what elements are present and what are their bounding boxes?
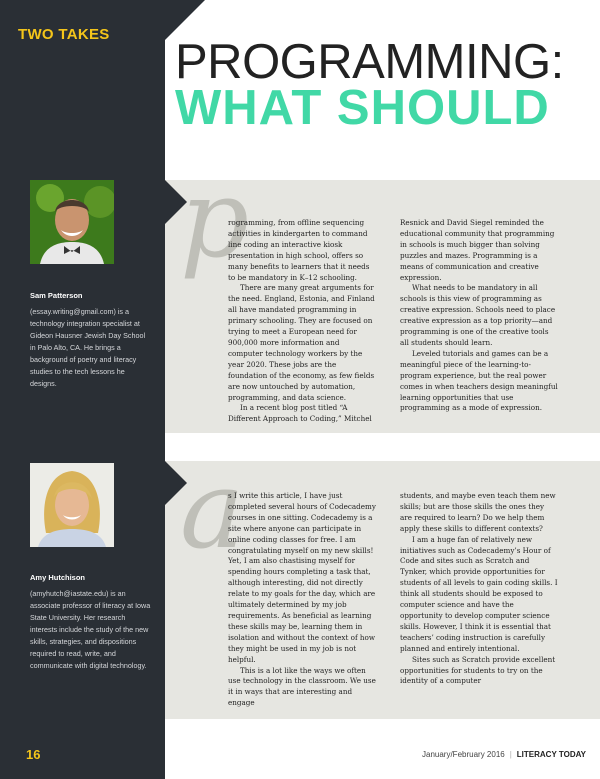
page-number: 16	[26, 747, 41, 762]
paragraph: s I write this article, I have just completed several hours of Codecademy courses in one sitting. Codecademy is a site where anyone can participate in online coding classes for free. I am congratulating myself on my new skills! Yet, I am also chastising myself for spending hours completing a task that, although interesting, did not directly relate to my goals for the day, which are ultimately determined by my job requirements. As beneficial as learning these skills may be, learning them in isolation and without the context of how they might be used in my job is not helpful.	[228, 491, 376, 664]
author-bio-sam-patterson	[30, 290, 152, 390]
paragraph: There are many great arguments for the need. England, Estonia, and Finland all have mandated programming in primary schooling. They are focused on trying to meet a European need for 900,000 more information and computer technology workers by the year 2020. These jobs are the foundation of the economy, as few fields are now untouched by automation, programming, and data science.	[228, 283, 375, 402]
section-tag: TWO TAKES	[18, 26, 110, 43]
headline-line2: WHAT SHOULD	[175, 81, 550, 135]
drop-cap: p	[180, 157, 250, 282]
author-photo-sam-patterson	[30, 180, 114, 264]
paragraph: rogramming, from offline sequencing activities in kindergarten to command line coding an interactive kiosk presentation in high school, offers so many benefits to learners that it needs to be mandatory in K–12 schooling.	[228, 218, 370, 282]
article-column	[228, 218, 376, 425]
paragraph: What needs to be mandatory in all schools is this view of programming as creative expression. Schools need to place creative expression as a top priority—and programming is one of the creative tools all students should learn.	[400, 283, 556, 347]
paragraph: Leveled tutorials and games can be a meaningful piece of the learning-to-program experience, but the real power comes in when teachers design meaningful learning opportunities that use programming as a mode of expression.	[400, 348, 558, 413]
author-bio-text: (amyhutch@iastate.edu) is an associate professor of literacy at Iowa State University. Her research interests include the study of the new skills, strategies, and dispositions required to read, write, and communicate with digital technology.	[30, 589, 151, 670]
page-footer	[422, 750, 586, 759]
sidebar-notch	[165, 0, 205, 40]
paragraph: In a recent blog post titled “A Different Approach to Coding,” Mitchel	[228, 403, 372, 424]
paragraph: This is a lot like the ways we often use technology in the classroom. We use it in ways that are interesting and engage	[228, 665, 376, 708]
author-bio-text: (essay.writing@gmail.com) is a technology integration specialist at Gideon Hausner Jewish Day School in Palo Alto, CA. He brings a background of poetry and literacy studies to the tech lessons he designs.	[30, 307, 146, 388]
article-column	[400, 218, 558, 414]
author-photo-amy-hutchison	[30, 463, 114, 547]
article-column	[400, 491, 558, 687]
author-bio-amy-hutchison	[30, 572, 152, 672]
author-name: Sam Patterson	[30, 291, 83, 300]
article-column	[228, 491, 376, 709]
magazine-name: LITERACY TODAY	[516, 750, 586, 759]
author-name: Amy Hutchison	[30, 573, 86, 582]
issue-date: January/February 2016	[422, 750, 505, 759]
footer-divider: |	[509, 750, 512, 759]
paragraph: I am a huge fan of relatively new initiatives such as Codecademy’s Hour of Code and sites such as Scratch and Tynker, which provide opportunities for students of all levels to gain coding skills. I think all students should be exposed to computer science and have the opportunity to develop computer science skills. However, I think it is essential that teachers’ coding instruction is carefully planned and entirely intentional.	[400, 534, 558, 653]
paragraph: Sites such as Scratch provide excellent opportunities for students to try on the identity of a computer	[400, 654, 556, 686]
paragraph: students, and maybe even teach them new skills; but are those skills the ones they are required to learn? Do we help them apply these skills to different contexts?	[400, 491, 556, 533]
paragraph: Resnick and David Siegel reminded the educational community that programming in schools is much bigger than solving puzzles and mazes. Programming is a means of communication and creative expression.	[400, 218, 555, 282]
headline-line1: PROGRAMMING:	[175, 35, 564, 89]
drop-cap: a	[180, 448, 245, 573]
